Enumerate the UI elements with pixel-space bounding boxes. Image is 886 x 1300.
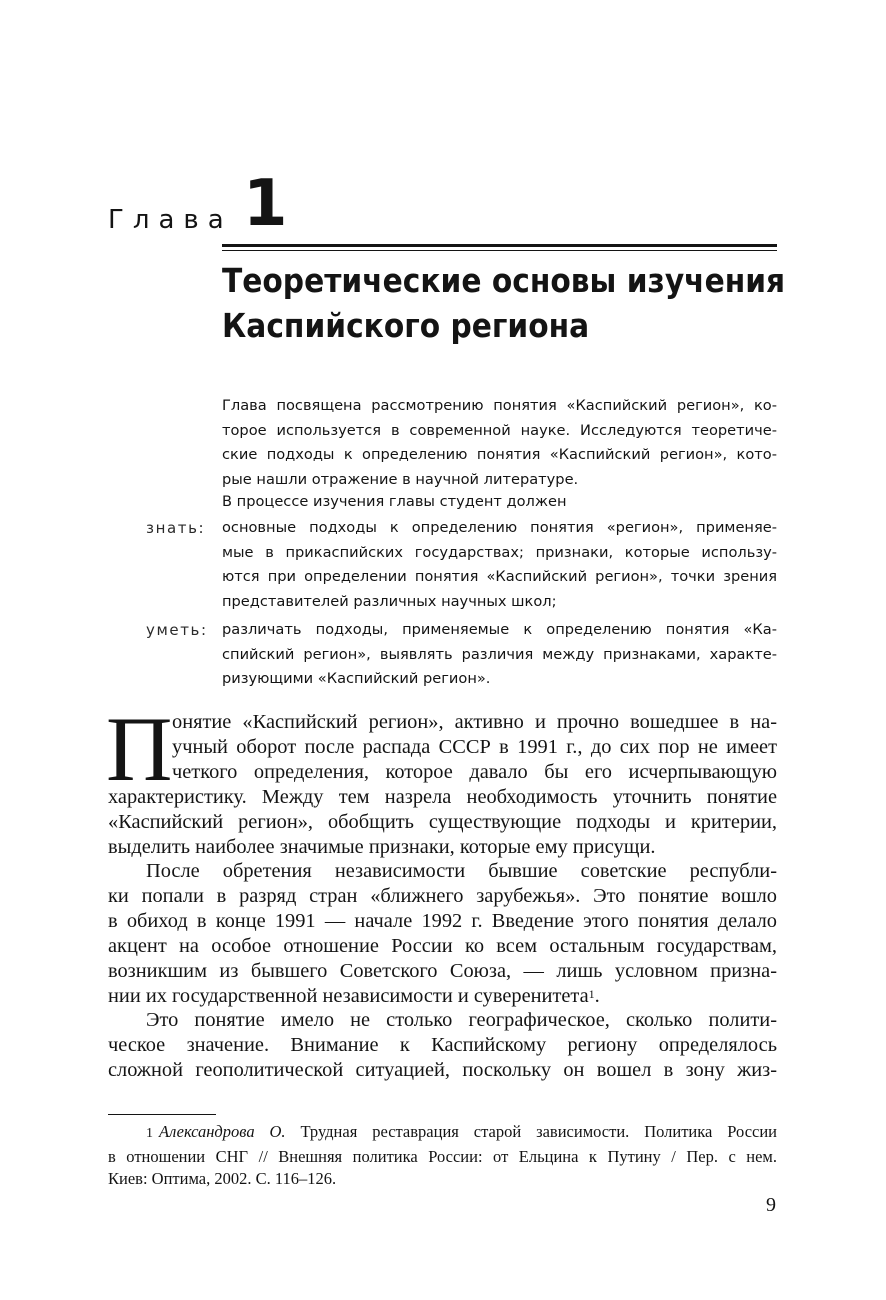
footnote-line — [108, 1121, 777, 1146]
chapter-label: Глава — [108, 205, 233, 235]
body-line: четкого определения, которое давало бы его исчерпывающую — [172, 760, 777, 783]
footnote — [108, 1121, 777, 1191]
body-line: учный оборот после распада СССР в 1991 г., до сих пор не имеет — [172, 735, 777, 758]
body-line-text: нии их государственной независимости и суверенитета — [108, 984, 589, 1007]
footnote-number: 1 — [146, 1126, 153, 1141]
body-line: онятие «Каспийский регион», активно и прочно вошедшее в на- — [172, 711, 777, 733]
body-paragraph-3 — [108, 1008, 777, 1083]
body-line: возникшим из бывшего Советского Союза, — лишь условном призна- — [108, 959, 777, 982]
abstract-line: торое используется в современной науке. Исследуются теоретиче- — [222, 421, 777, 439]
body-line: После обретения независимости бывшие советские республи- — [146, 860, 777, 882]
body-line: ки попали в разряд стран «ближнего зарубежья». Это понятие вошло — [108, 884, 777, 907]
footnote-line: в отношении СНГ // Внешняя политика России: от Ельцина к Путину / Пер. с нем. — [108, 1146, 777, 1166]
abstract-line: ские подходы к определению понятия «Каспийский регион», кото- — [222, 446, 777, 463]
body-line-with-footnote — [108, 984, 777, 1009]
know-line: мые в прикаспийских государствах; признаки, которые использу- — [222, 543, 777, 561]
can-line: спийский регион», выявлять различия между признаками, характе- — [222, 645, 777, 663]
footnote-line: Киев: Оптима, 2002. С. 116–126. — [108, 1169, 337, 1188]
chapter-title — [222, 258, 786, 348]
body-line: акцент на особое отношение России ко всем остальным государствам, — [108, 934, 777, 957]
body-line: выделить наиболее значимые признаки, которые ему присущи. — [108, 835, 656, 858]
body-line-end: . — [594, 984, 600, 1007]
can-text — [222, 618, 777, 692]
abstract-line: рые нашли отражение в научной литературе. — [222, 470, 579, 488]
page-number: 9 — [766, 1194, 776, 1216]
drop-cap: П — [106, 698, 173, 800]
footnote-reference[interactable]: 1 — [588, 986, 595, 1001]
abstract-line: Глава посвящена рассмотрению понятия «Каспийский регион», ко- — [222, 397, 777, 414]
title-rule-thin — [222, 250, 777, 251]
footnote-text: Трудная реставрация старой зависимости. Политика России — [285, 1122, 777, 1141]
can-line: различать подходы, применяемые к определению понятия «Ка- — [222, 621, 777, 638]
know-line: представителей различных научных школ; — [222, 592, 557, 610]
body-paragraph-1 — [106, 698, 777, 859]
know-line: основные подходы к определению понятия «регион», применяе- — [222, 519, 777, 536]
can-line: ризующими «Каспийский регион». — [222, 670, 491, 687]
student-must-intro: В процессе изучения главы студент должен — [222, 493, 567, 510]
body-line: «Каспийский регион», обобщить существующие подходы и критерии, — [108, 810, 777, 833]
footnote-author: Александрова О. — [159, 1122, 286, 1141]
chapter-title-line: Каспийского региона — [222, 306, 590, 345]
body-line: Это понятие имело не столько географическое, сколько полити- — [146, 1009, 777, 1031]
know-label: знать: — [146, 519, 206, 537]
footnote-separator — [108, 1114, 216, 1115]
title-rule-thick — [222, 244, 777, 247]
body-line: ческое значение. Внимание к Каспийскому региону определялось — [108, 1033, 777, 1056]
know-line: ются при определении понятия «Каспийский регион», точки зрения — [222, 568, 777, 585]
chapter-number: 1 — [243, 167, 288, 241]
chapter-abstract — [222, 394, 777, 492]
body-line: в обиход в конце 1991 — начале 1992 г. Введение этого понятия делало — [108, 909, 777, 932]
know-text — [222, 516, 777, 614]
body-paragraph-2 — [108, 859, 777, 1008]
chapter-title-line: Теоретические основы изучения — [222, 261, 786, 300]
can-label: уметь: — [146, 621, 208, 639]
body-line: сложной геополитической ситуацией, поскольку он вошел в зону жиз- — [108, 1058, 777, 1081]
body-line: характеристику. Между тем назрела необходимость уточнить понятие — [108, 785, 777, 808]
